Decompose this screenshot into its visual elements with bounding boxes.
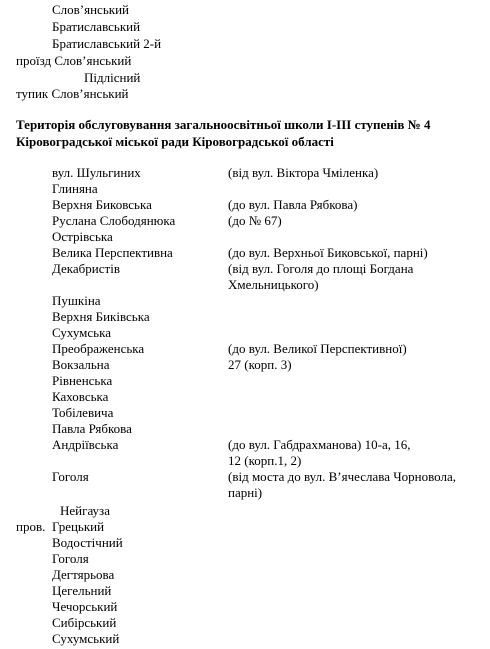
street-name: Тобілевича xyxy=(52,405,114,420)
intro-line: проїзд Слов’янський xyxy=(16,53,132,68)
street-note: (від вул. Гоголя до площі Богдана xyxy=(228,261,414,276)
street-name: вул. Шульгиних xyxy=(52,165,141,180)
lane-item: Сухумський xyxy=(52,631,120,646)
lane-item: Сибірський xyxy=(52,615,117,630)
lane-item: Гоголя xyxy=(52,551,89,566)
street-name: Андріївська xyxy=(52,437,119,452)
street-row xyxy=(0,437,490,453)
street-row xyxy=(0,261,490,277)
street-name: Сухумська xyxy=(52,325,111,340)
street-name: Вокзальна xyxy=(52,357,110,372)
street-row xyxy=(0,453,490,469)
street-name: Глиняна xyxy=(52,181,98,196)
street-row xyxy=(0,373,490,389)
intro-line: Слов’янський xyxy=(52,2,129,17)
street-note: (від вул. Віктора Чміленка) xyxy=(228,165,379,180)
lane-item: Дегтярьова xyxy=(52,567,115,582)
street-name: Руслана Слободянюка xyxy=(52,213,176,228)
street-note: 12 (корп.1, 2) xyxy=(228,453,302,468)
street-note: 27 (корп. 3) xyxy=(228,357,292,372)
intro-line: Братиславський xyxy=(52,19,141,34)
street-row xyxy=(0,245,490,261)
street-note: (до вул. Великої Перспективної) xyxy=(228,341,407,356)
street-note: (до вул. Габдрахманова) 10-а, 16, xyxy=(228,437,411,452)
lane-item: Нейгауза xyxy=(60,503,110,518)
street-row xyxy=(0,389,490,405)
street-name: Рівненська xyxy=(52,373,113,388)
street-row xyxy=(0,405,490,421)
lane-prefix: пров. xyxy=(16,519,46,534)
street-row xyxy=(0,357,490,373)
street-row xyxy=(0,469,490,485)
street-row xyxy=(0,277,490,293)
street-name: Павла Рябкова xyxy=(52,421,132,436)
street-note: Хмельницького) xyxy=(228,277,319,292)
street-row xyxy=(0,181,490,197)
street-note: (до вул. Павла Рябкова) xyxy=(228,197,358,212)
street-name: Острівська xyxy=(52,229,113,244)
street-name: Пушкіна xyxy=(52,293,101,308)
street-row xyxy=(0,165,490,181)
street-name: Велика Перспективна xyxy=(52,245,173,260)
lane-item: Водостічний xyxy=(52,535,123,550)
street-row xyxy=(0,293,490,309)
street-row xyxy=(0,325,490,341)
intro-line: Братиславський 2-й xyxy=(52,36,162,51)
street-row xyxy=(0,341,490,357)
street-row xyxy=(0,213,490,229)
street-note: парні) xyxy=(228,485,263,500)
street-note: (від моста до вул. В’ячеслава Чорновола, xyxy=(228,469,457,484)
street-name: Гоголя xyxy=(52,469,89,484)
street-row xyxy=(0,197,490,213)
lane-item: Цегельний xyxy=(52,583,112,598)
street-row xyxy=(0,421,490,437)
lane-item: Чечорський xyxy=(52,599,118,614)
intro-line: Підлісний xyxy=(84,70,141,85)
street-name: Верхня Биковська xyxy=(52,197,152,212)
street-note: (до № 67) xyxy=(228,213,282,228)
street-name: Декабристів xyxy=(52,261,120,276)
intro-line: тупик Слов’янський xyxy=(16,86,129,101)
section-title: Територія обслуговування загальноосвітньої школи І-ІІІ ступенів № 4 Кіровоградської міської ради Кіровоградської області xyxy=(16,117,431,149)
street-name: Каховська xyxy=(52,389,109,404)
street-row xyxy=(0,309,490,325)
lane-item: Грецький xyxy=(52,519,105,534)
street-name: Преображенська xyxy=(52,341,145,356)
street-note: (до вул. Верхньої Биковської, парні) xyxy=(228,245,428,260)
street-name: Верхня Биківська xyxy=(52,309,150,324)
street-row xyxy=(0,485,490,501)
street-row xyxy=(0,229,490,245)
